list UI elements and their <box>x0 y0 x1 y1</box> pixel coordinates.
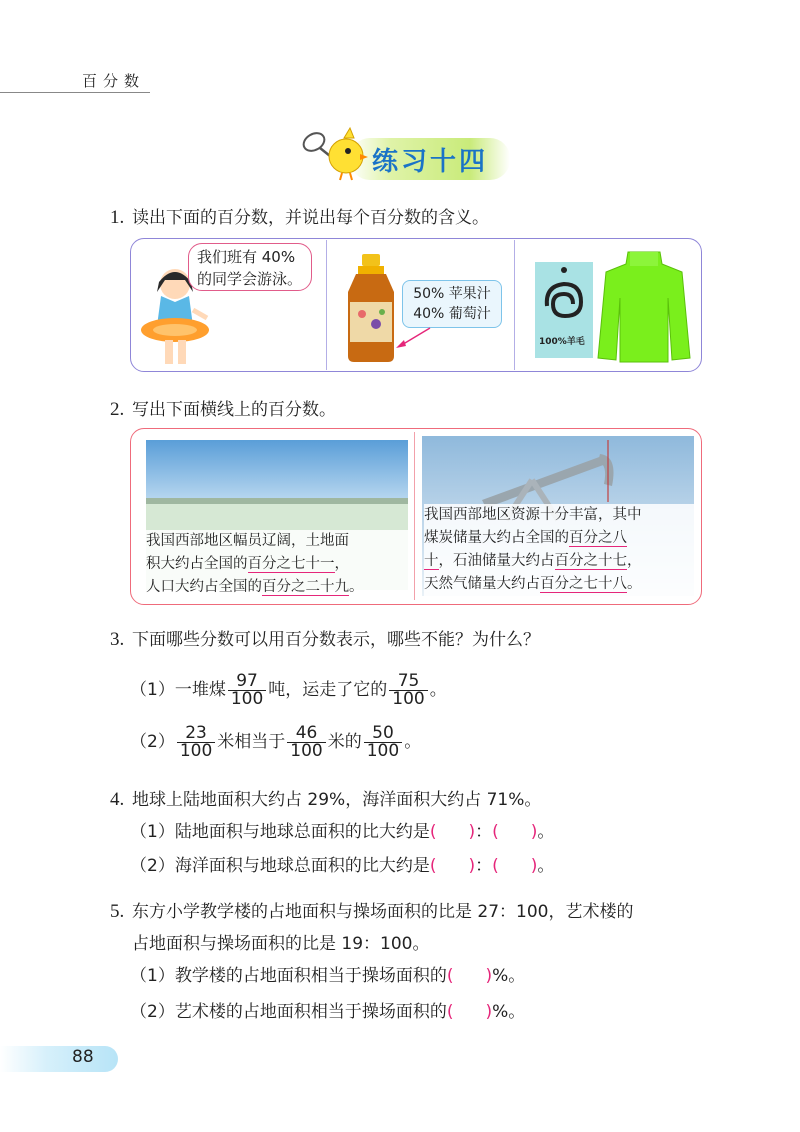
page-number: 88 <box>72 1047 94 1067</box>
exercise-title: 练习十四 <box>372 147 489 177</box>
question-5-line-2: 占地面积与操场面积的比是 19：100。 <box>132 934 430 954</box>
wool-tag <box>535 262 593 358</box>
panel-divider <box>326 240 327 370</box>
grassland-caption: 我国西部地区幅员辽阔，土地面 积大约占全国的百分之七十一， 人口大约占全国的百分之二十九。 <box>146 530 408 599</box>
header-rule <box>0 92 150 93</box>
juice-label: 50% 苹果汁 40% 葡萄汁 <box>402 280 502 328</box>
question-1: 1. 读出下面的百分数，并说出每个百分数的含义。 <box>110 207 489 228</box>
woolmark-icon <box>535 262 593 332</box>
oil-pump-caption: 我国西部地区资源十分丰富，其中 煤炭储量大约占全国的百分之八 十，石油储量大约占百分之十七， 天然气储量大约占百分之七十八。 <box>424 504 694 596</box>
question-3: 3. 下面哪些分数可以用百分数表示，哪些不能？为什么？ <box>110 629 540 650</box>
question-4-part-2: （2）海洋面积与地球总面积的比大约是( )：( )。 <box>130 856 555 876</box>
question-5: 5. 东方小学教学楼的占地面积与操场面积的比是 27：100，艺术楼的 <box>110 901 634 922</box>
pointer-arrow-icon <box>394 326 434 350</box>
speech-bubble: 我们班有 40% 的同学会游泳。 <box>188 243 312 291</box>
question-2: 2. 写出下面横线上的百分数。 <box>110 399 336 420</box>
page-number-tab <box>0 1046 118 1072</box>
question-5-part-1: （1）教学楼的占地面积相当于操场面积的( )%。 <box>130 966 526 986</box>
question-4-part-1: （1）陆地面积与地球总面积的比大约是( )：( )。 <box>130 822 555 842</box>
panel-divider <box>514 240 515 370</box>
fraction: $\frac{97}{100}$ <box>228 673 266 708</box>
fraction: $\frac{46}{100}$ <box>287 725 325 760</box>
wool-tag-text: 100%羊毛 <box>539 337 585 347</box>
question-3-part-2: （2） $\frac{23}{100}$ 米相当于 $\frac{46}{100}$ 米的 $\frac{50}{100}$ 。 <box>130 722 422 761</box>
question-5-part-2: （2）艺术楼的占地面积相当于操场面积的( )%。 <box>130 1002 526 1022</box>
fraction: $\frac{23}{100}$ <box>177 725 215 760</box>
fraction: $\frac{75}{100}$ <box>389 673 427 708</box>
chick-tennis-illustration <box>298 126 370 182</box>
question-3-part-1: （1）一堆煤 $\frac{97}{100}$ 吨，运走了它的 $\frac{75}{100}$ 。 <box>130 670 447 709</box>
running-header: 百分数 <box>82 72 146 90</box>
question-4: 4. 地球上陆地面积大约占 29%，海洋面积大约占 71%。 <box>110 789 542 810</box>
fraction: $\frac{50}{100}$ <box>364 725 402 760</box>
panel-divider <box>414 432 415 600</box>
green-sweater-illustration <box>596 248 692 364</box>
